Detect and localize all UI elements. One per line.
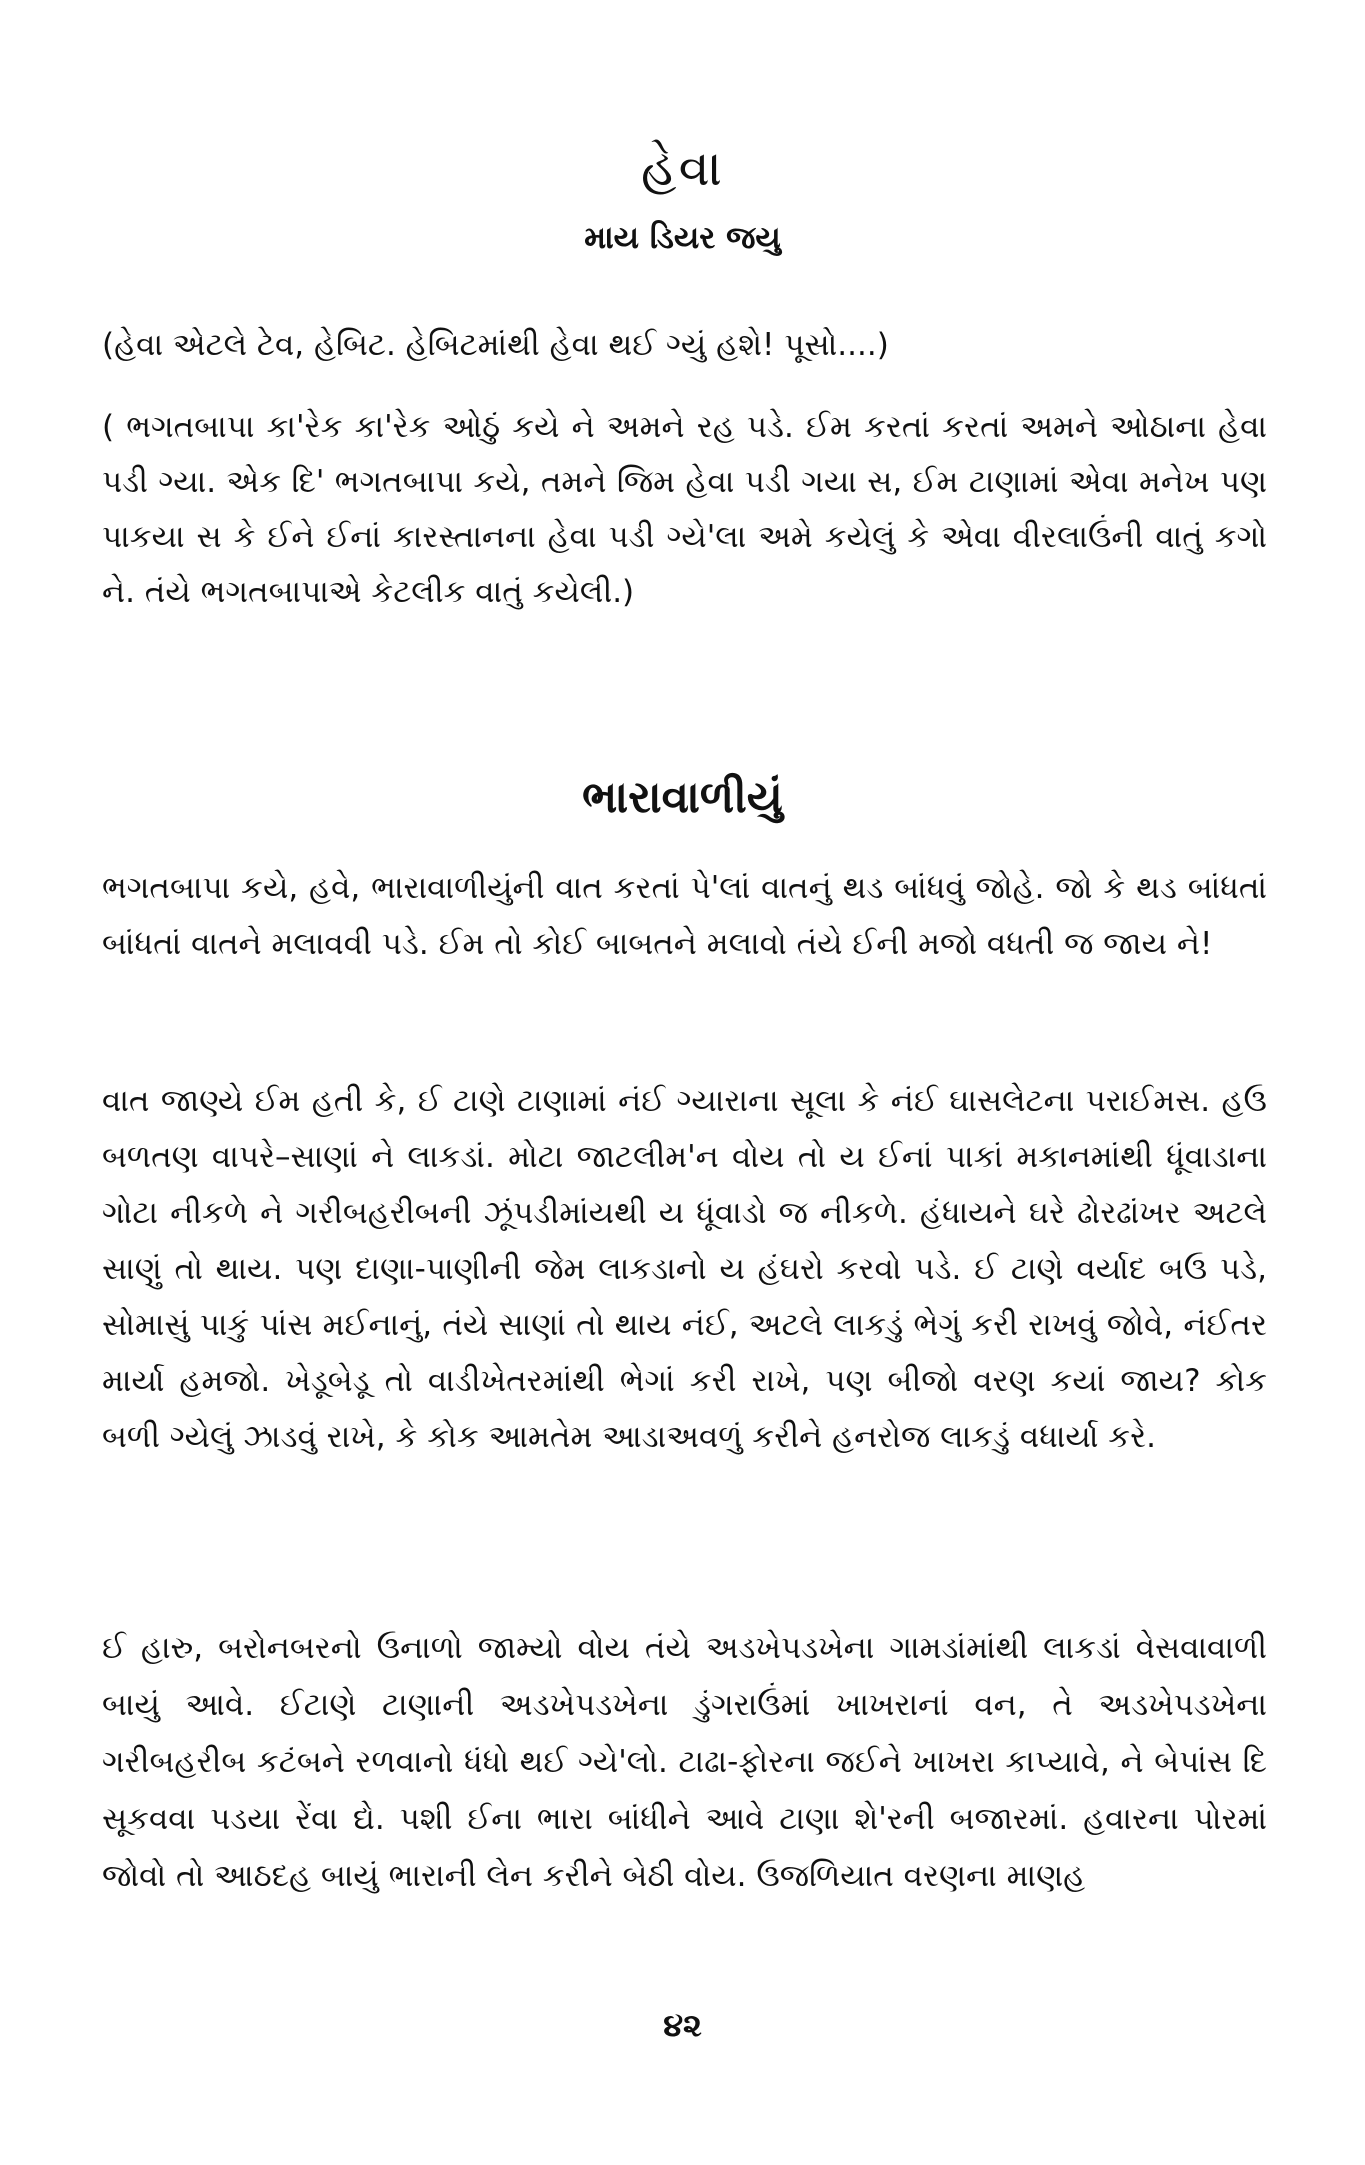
body-paragraph: ઈ હારુ, બરોનબરનો ઉનાળો જામ્યો વોય તંયે અડખેપડખેના ગામડાંમાંથી લાકડાં વેસવાવાળી બાયું આવે. ઈટાણે ટાણાની અડખેપડખેના ડુંગરાઉંમાં ખાખરાનાં વન, તે અડખેપડખેના ગરીબહરીબ કટંબને રળવાનો ધંધો થઈ ગ્યે'લો. ટાઢા-ફોરના જઈને ખાખરા કાપ્યાવે, ને બેપાંસ દિ સૂકવવા પડયા રેંવા દ્યે. પશી ઈના ભારા બાંધીને આવે ટાણા શે'રની બજારમાં. હવારના પોરમાં જોવો તો આઠદહ બાયું ભારાની લેન કરીને બેઠી વોય. ઉજળિયાત વરણના માણહ <box>102 1630 1267 1894</box>
section-title: ભારાવાળીયું <box>582 772 783 823</box>
page-number: ૪૨ <box>663 2006 702 2044</box>
intro-paragraph: (હેવા એટલે ટેવ, હેબિટ. હેબિટમાંથી હેવા થઈ ગ્યું હશે! પૂસો....) <box>102 327 889 363</box>
body-paragraph: વાત જાણ્યે ઈમ હતી કે, ઈ ટાણે ટાણામાં નંઈ ગ્યારાના સૂલા કે નંઈ ઘાસલેટના પરાઈમસ. હઉ બળતણ વાપરે–સાણાં ને લાકડાં. મોટા જાટલીમ'ન વોય તો ય ઈનાં પાકાં મકાનમાંથી ધૂંવાડાના ગોટા નીકળે ને ગરીબહરીબની ઝૂંપડીમાંયથી ય ધૂંવાડો જ નીકળે. હંધાયને ઘરે ઢોરઢાંખર અટલે સાણું તો થાય. પણ દાણા-પાણીની જેમ લાકડાનો ય હંઘરો કરવો પડે. ઈ ટાણે વર્યાદ બઉ પડે, સોમાસું પાકું પાંસ મઈનાનું, તંયે સાણાં તો થાય નંઈ, અટલે લાકડું ભેગું કરી રાખવું જોવે, નંઈતર માર્યા હમજો. ખેડૂબેડૂ તો વાડીખેતરમાંથી ભેગાં કરી રાખે, પણ બીજો વરણ કયાં જાય? કોક બળી ગ્યેલું ઝાડવું રાખે, કે કોક આમતેમ આડાઅવળું કરીને હનરોજ લાકડું વધાર્યા કરે. <box>102 1083 1267 1455</box>
intro-paragraph: ( ભગતબાપા કા'રેક કા'રેક ઓઠું કયે ને અમને રહ પડે. ઈમ કરતાં કરતાં અમને ઓઠાના હેવા પડી ગ્યા. એક દિ' ભગતબાપા કયે, તમને જિમ હેવા પડી ગયા સ, ઈમ ટાણામાં એવા મનેખ પણ પાકયા સ કે ઈને ઈનાં કારસ્તાનના હેવા પડી ગ્યે'લા અમે કયેલું કે એવા વીરલાઉંની વાતું કગો ને. તંયે ભગતબાપાએ કેટલીક વાતું કયેલી.) <box>102 409 1267 610</box>
chapter-title: હેવા <box>641 139 724 197</box>
body-paragraph: ભગતબાપા કયે, હવે, ભારાવાળીયુંની વાત કરતાં પે'લાં વાતનું થડ બાંધવું જોહે. જો કે થડ બાંધતાં બાંધતાં વાતને મલાવવી પડે. ઈમ તો કોઈ બાબતને મલાવો તંયે ઈની મજો વધતી જ જાય ને! <box>102 870 1267 962</box>
chapter-byline: માય ડિયર જયુ <box>584 220 781 256</box>
